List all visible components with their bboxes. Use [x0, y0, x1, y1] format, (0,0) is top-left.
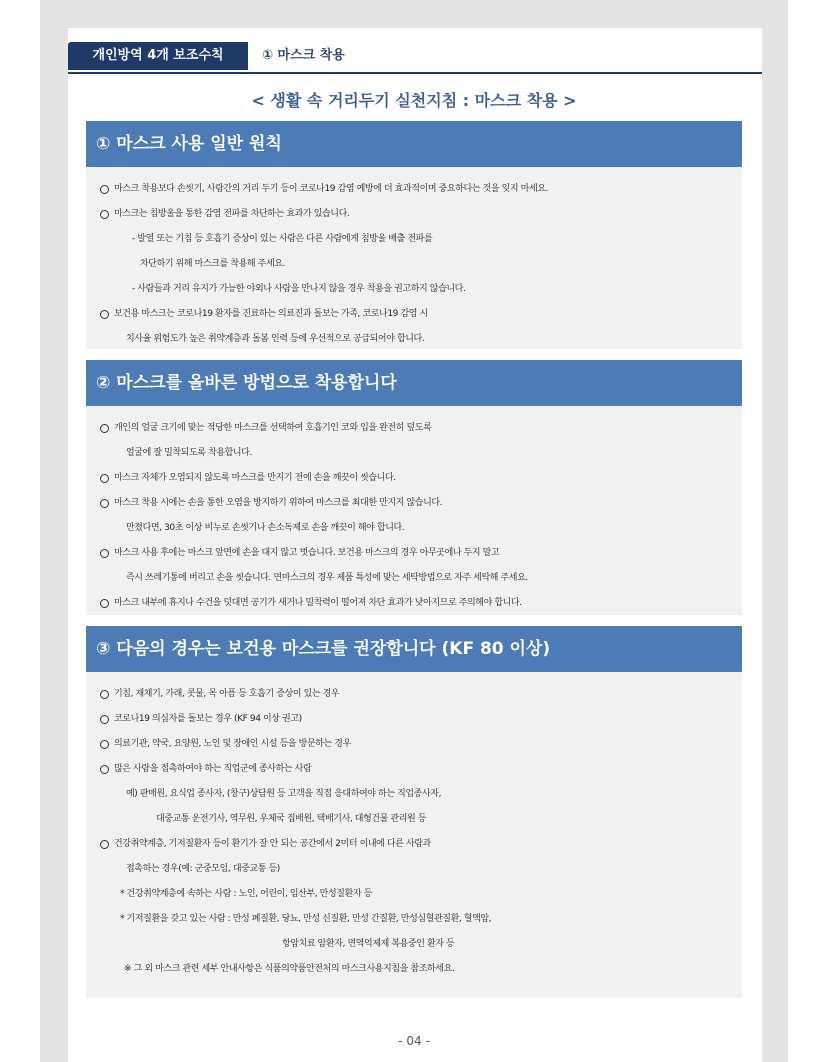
list-item: 건강취약계층, 기저질환자 등이 환기가 잘 안 되는 공간에서 2미터 이내에 다른 사람과: [86, 832, 742, 857]
example-line-continued: 대중교통 운전기사, 역무원, 우체국 집배원, 택배기사, 대형건물 관리원 등: [156, 814, 427, 824]
header-tag: 개인방역 4개 보조수칙: [68, 42, 248, 70]
reference-note: ※ 그 외 마스크 관련 세부 안내사항은 식품의약품안전처의 마스크사용지침을 참조하세요.: [124, 964, 455, 974]
list-item: 개인의 얼굴 크기에 맞는 적당한 마스크를 선택하여 호흡기인 코와 입을 완전히 덮도록: [86, 416, 742, 441]
list-item: 마스크 자체가 오염되지 않도록 마스크를 만지기 전에 손을 깨끗이 씻습니다.: [86, 466, 742, 491]
section-health-mask-recommended: [86, 626, 742, 998]
sub-item: - 발열 또는 기침 등 호흡기 증상이 있는 사람은 다른 사람에게 침방울 배출 전파를: [132, 234, 433, 244]
footnote: * 기저질환을 갖고 있는 사람 : 만성 폐질환, 당뇨, 만성 신질환, 만성 간질환, 만성심혈관질환, 혈액암,: [120, 914, 492, 924]
list-item-continued: 즉시 쓰레기통에 버리고 손을 씻습니다. 면마스크의 경우 제품 특성에 맞는 세탁방법으로 자주 세탁해 주세요.: [126, 573, 528, 583]
section-heading: ② 마스크를 올바른 방법으로 착용합니다: [86, 360, 742, 406]
list-item: 보건용 마스크는 코로나19 환자를 진료하는 의료진과 돌보는 가족, 코로나19 감염 시: [86, 302, 742, 327]
list-item-continued: 접촉하는 경우(예: 군중모임, 대중교통 등): [126, 864, 280, 874]
section-heading: ① 마스크 사용 일반 원칙: [86, 121, 742, 167]
list-item: 마스크 내부에 휴지나 수건을 덧대면 공기가 새거나 밀착력이 떨어져 차단 효과가 낮아지므로 주의해야 합니다.: [86, 591, 742, 616]
list-item: 마스크 착용 시에는 손을 통한 오염을 방지하기 위하여 마스크를 최대한 만지지 않습니다.: [86, 491, 742, 516]
list-item: 기침, 재채기, 가래, 콧물, 목 아픔 등 호흡기 증상이 있는 경우: [86, 682, 742, 707]
list-item-continued: 만졌다면, 30초 이상 비누로 손씻기나 손소독제로 손을 깨끗이 해야 합니다.: [126, 523, 405, 533]
section-proper-wearing: [86, 360, 742, 615]
list-item: 의료기관, 약국, 요양원, 노인 및 장애인 시설 등을 방문하는 경우: [86, 732, 742, 757]
list-item-continued: 얼굴에 잘 밀착되도록 착용합니다.: [126, 448, 252, 458]
footnote-continued: 항암치료 암환자, 면역억제제 복용중인 환자 등: [282, 939, 455, 949]
section-general-principles: [86, 121, 742, 349]
sub-item: - 사람들과 거리 유지가 가능한 야외나 사람을 만나지 않을 경우 착용을 권고하지 않습니다.: [132, 284, 466, 294]
document-title: < 생활 속 거리두기 실천지침 : 마스크 착용 >: [251, 91, 577, 110]
example-line: 예) 판매원, 요식업 종사자, (창구)상담원 등 고객을 직접 응대하여야 하는 직업종사자,: [126, 789, 442, 799]
header-subtitle: ① 마스크 착용: [262, 48, 345, 63]
list-item: 마스크 사용 후에는 마스크 앞면에 손을 대지 않고 벗습니다. 보건용 마스크의 경우 아무곳에나 두지 말고: [86, 541, 742, 566]
section-heading: ③ 다음의 경우는 보건용 마스크를 권장합니다 (KF 80 이상): [86, 626, 742, 672]
list-item: 많은 사람을 접촉하여야 하는 직업군에 종사하는 사람: [86, 757, 742, 782]
list-item: 코로나19 의심자를 돌보는 경우 (KF 94 이상 권고): [86, 707, 742, 732]
header-rule: [68, 72, 762, 74]
page-number: - 04 -: [398, 1034, 430, 1048]
list-item-continued: 치사율 위험도가 높은 취약계층과 돌봄 인력 등에 우선적으로 공급되어야 합니다.: [126, 334, 425, 344]
list-item: 마스크 착용보다 손씻기, 사람간의 거리 두기 등이 코로나19 감염 예방에 더 효과적이며 중요하다는 것을 잊지 마세요.: [86, 177, 742, 202]
list-item: 마스크는 침방울을 통한 감염 전파를 차단하는 효과가 있습니다.: [86, 202, 742, 227]
footnote: * 건강취약계층에 속하는 사람 : 노인, 어린이, 임산부, 만성질환자 등: [120, 889, 372, 899]
sub-item-continued: 차단하기 위해 마스크를 착용해 주세요.: [140, 259, 286, 269]
